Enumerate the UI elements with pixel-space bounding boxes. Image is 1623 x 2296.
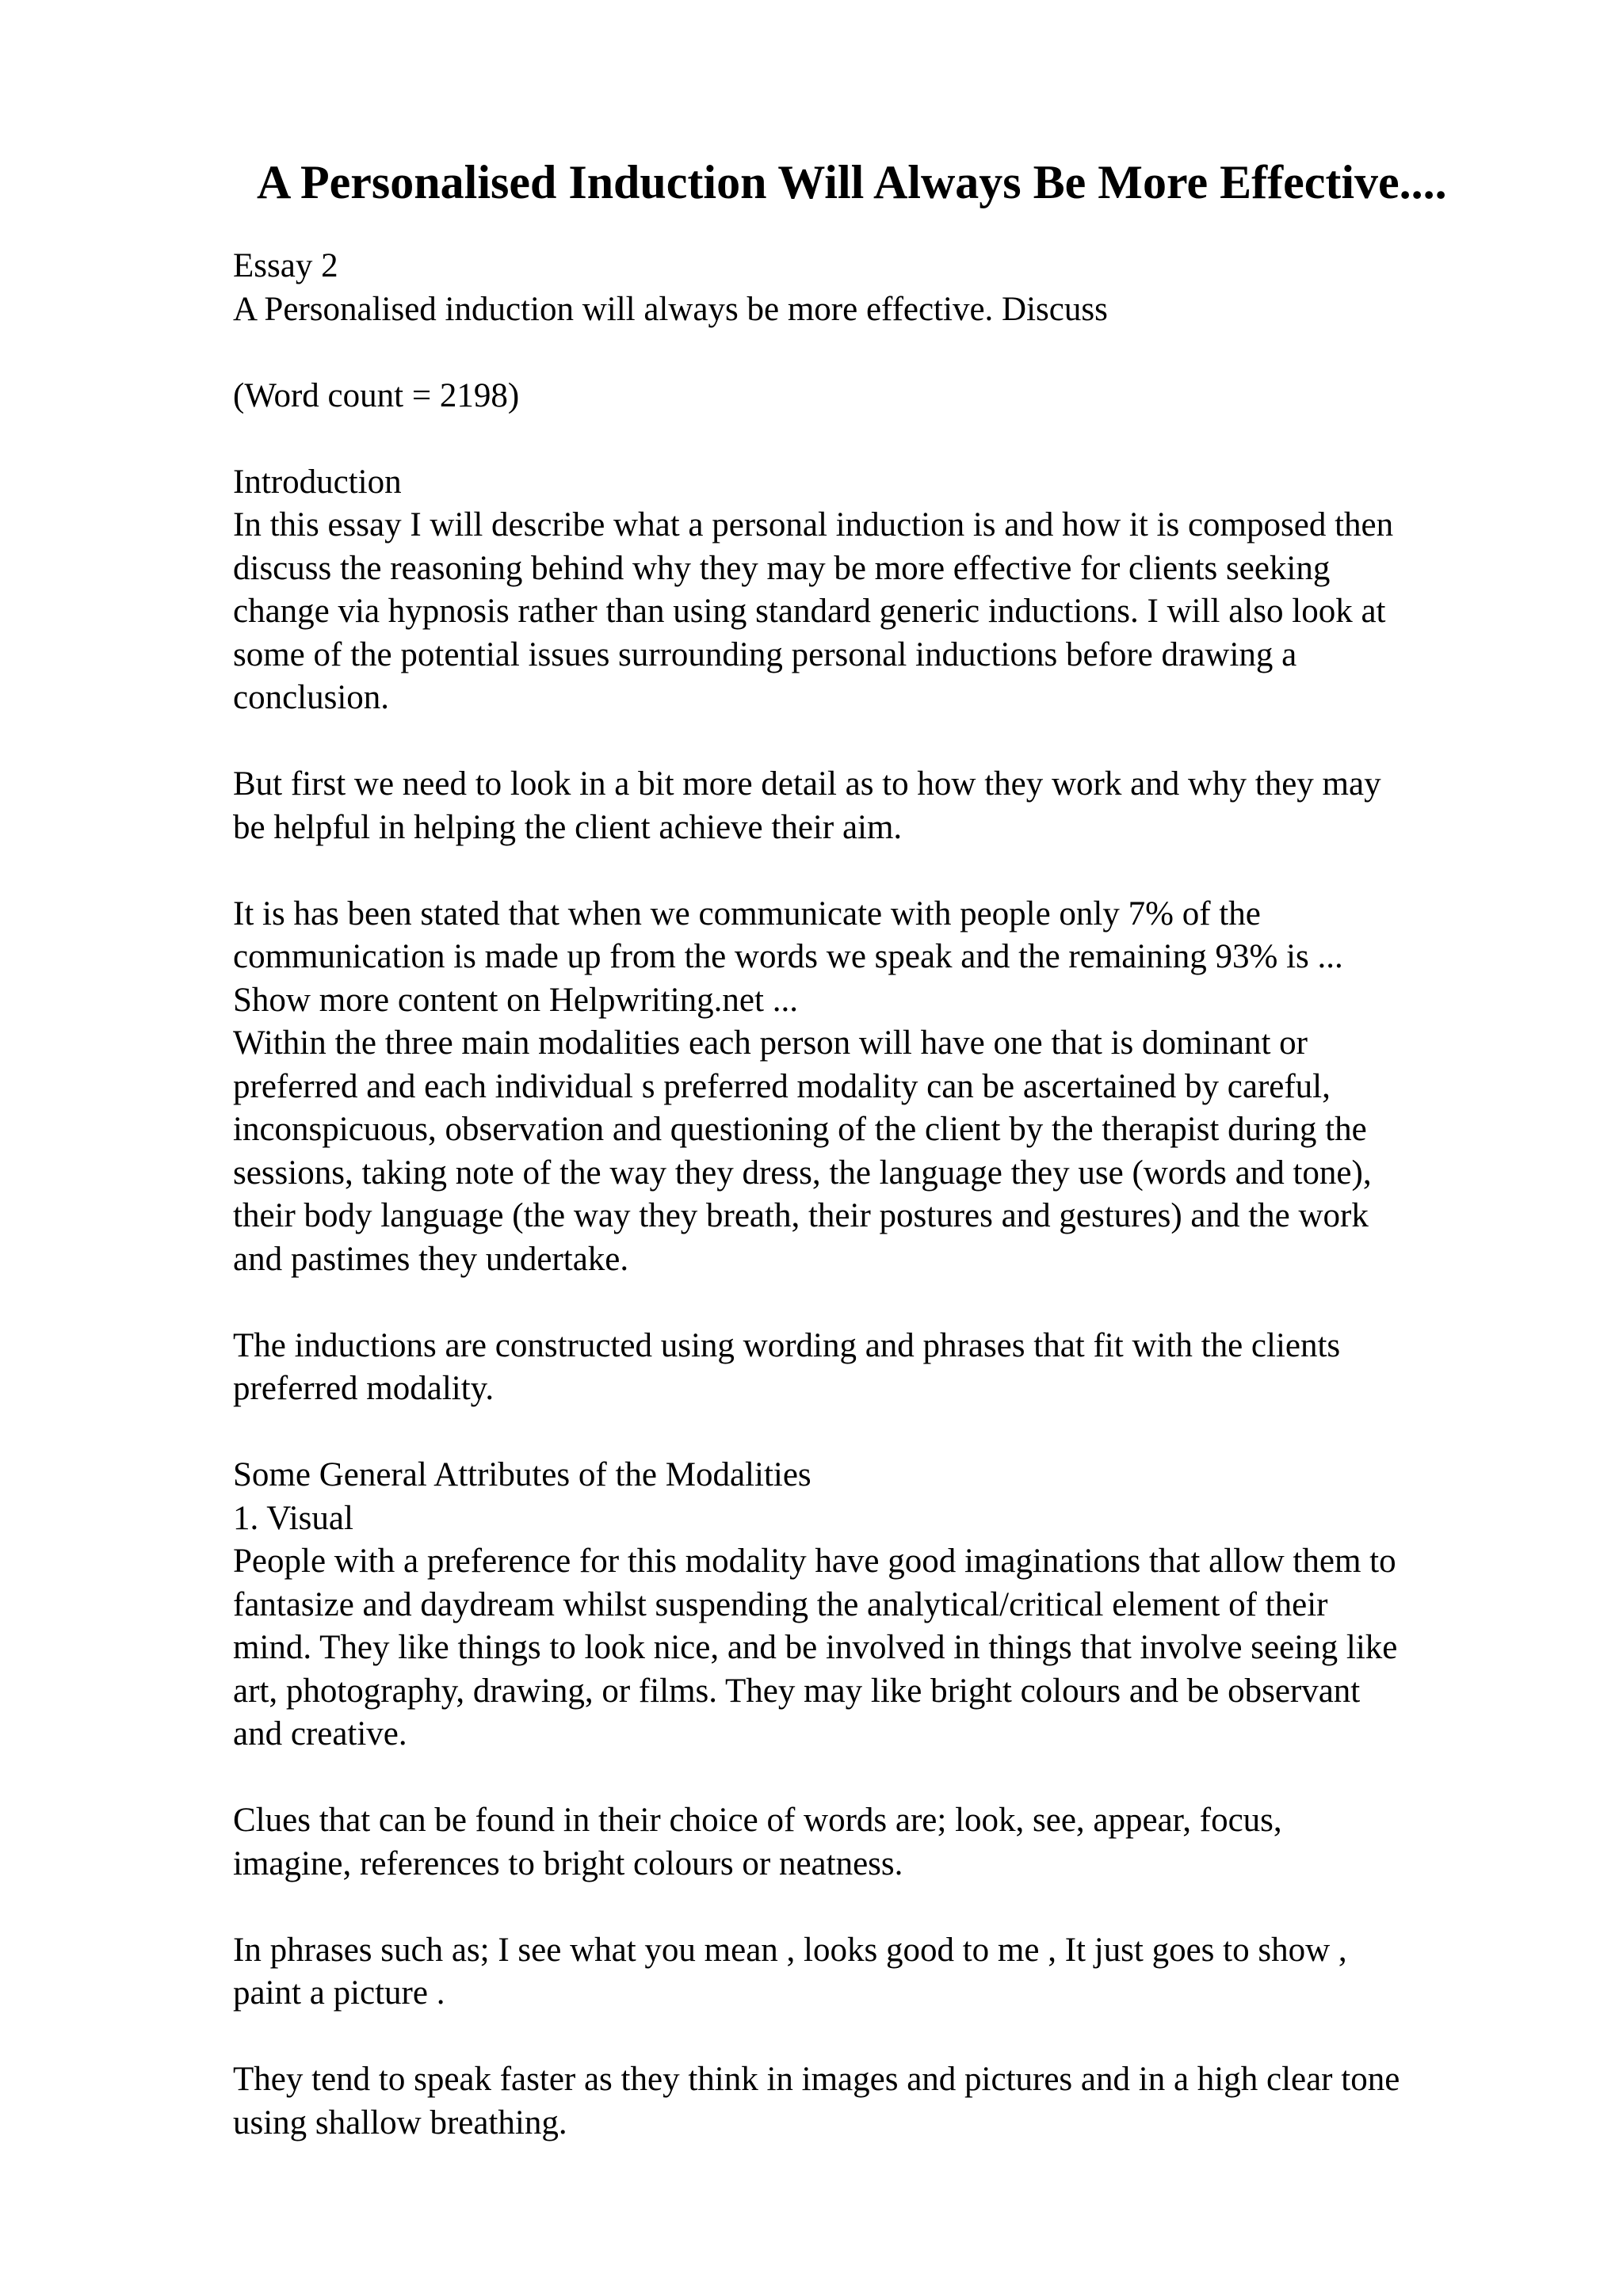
paragraph [233, 461, 1496, 720]
text-line: Within the three main modalities each person will have one that is dominant or [233, 1024, 1308, 1062]
document-title: A Personalised Induction Will Always Be More Effective.... [257, 156, 1447, 208]
text-line: They tend to speak faster as they think in images and pictures and in a high clear tone [233, 2061, 1400, 2098]
paragraph [233, 1929, 1496, 2016]
text-line: In this essay I will describe what a personal induction is and how it is composed then [233, 506, 1394, 543]
text-line: mind. They like things to look nice, and be involved in things that involve seeing like [233, 1629, 1398, 1666]
paragraph [233, 763, 1496, 849]
text-line: and creative. [233, 1715, 407, 1753]
text-line: preferred modality. [233, 1370, 495, 1407]
text-line: 1. Visual [233, 1499, 353, 1537]
paragraph [233, 245, 1496, 331]
text-line: Introduction [233, 463, 402, 501]
text-line: Essay 2 [233, 247, 338, 284]
text-line: communication is made up from the words we speak and the remaining 93% is ... [233, 938, 1343, 975]
document-body [233, 245, 1496, 2145]
text-line: some of the potential issues surrounding personal inductions before drawing a [233, 635, 1297, 673]
text-line: paint a picture . [233, 1974, 445, 2012]
text-line: be helpful in helping the client achieve their aim. [233, 808, 903, 846]
text-line: and pastimes they undertake. [233, 1240, 629, 1278]
text-line: Some General Attributes of the Modalities [233, 1456, 812, 1493]
text-line: It is has been stated that when we communicate with people only 7% of the [233, 894, 1261, 933]
text-line: fantasize and daydream whilst suspending the analytical/critical element of their [233, 1585, 1328, 1623]
text-line: (Word count = 2198) [233, 376, 520, 414]
text-line: their body language (the way they breath, their postures and gestures) and the work [233, 1197, 1369, 1234]
paragraph [233, 893, 1496, 1282]
text-line: In phrases such as; I see what you mean , looks good to me , It just goes to show , [233, 1931, 1347, 1969]
paragraph [233, 2058, 1496, 2145]
text-line: But first we need to look in a bit more detail as to how they work and why they may [233, 765, 1381, 803]
paragraph [233, 1799, 1496, 1886]
text-line: A Personalised induction will always be more effective. Discuss [233, 290, 1108, 328]
text-line: preferred and each individual s preferred modality can be ascertained by careful, [233, 1067, 1331, 1105]
text-line: art, photography, drawing, or films. They may like bright colours and be observant [233, 1672, 1361, 1710]
paragraph [233, 1325, 1496, 1411]
text-line: imagine, references to bright colours or neatness. [233, 1844, 903, 1882]
text-line: Show more content on Helpwriting.net ... [233, 981, 798, 1019]
paragraph [233, 1454, 1496, 1756]
paragraph [233, 375, 1496, 418]
text-line: sessions, taking note of the way they dress, the language they use (words and tone), [233, 1154, 1372, 1192]
text-line: People with a preference for this modality have good imaginations that allow them to [233, 1543, 1396, 1580]
text-line: conclusion. [233, 679, 390, 716]
text-line: change via hypnosis rather than using standard generic inductions. I will also look at [233, 593, 1386, 630]
text-line: discuss the reasoning behind why they may be more effective for clients seeking [233, 549, 1331, 587]
text-line: Clues that can be found in their choice of words are; look, see, appear, focus, [233, 1802, 1282, 1839]
text-line: The inductions are constructed using wording and phrases that fit with the clients [233, 1326, 1341, 1364]
text-line: inconspicuous, observation and questioning of the client by the therapist during the [233, 1111, 1367, 1148]
text-line: using shallow breathing. [233, 2103, 567, 2142]
